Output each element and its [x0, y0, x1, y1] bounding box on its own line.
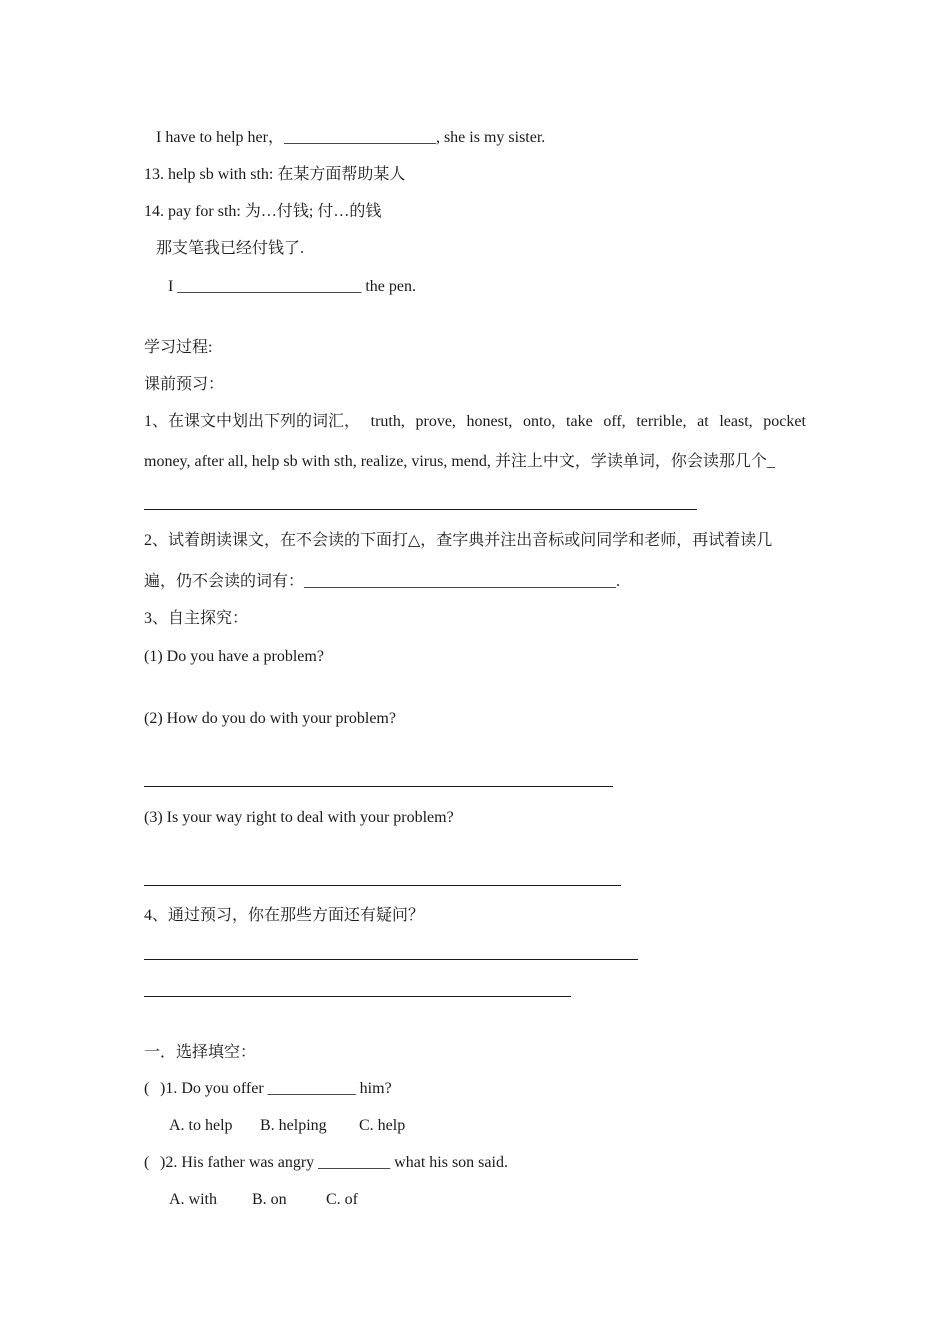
- task-1-word: off,: [603, 413, 626, 430]
- task-2-line-2: 遍，仍不会读的词有：_______________________________________.: [144, 573, 621, 590]
- task-4-heading: 4、通过预习，你在那些方面还有疑问？: [144, 907, 425, 924]
- task-1-word: 1、在课文中划出下列的词汇，: [144, 413, 361, 430]
- exercise-q2-option-a: A. with: [169, 1191, 217, 1208]
- task-1-word: pocket: [763, 413, 806, 430]
- task-1-word: take: [566, 413, 593, 430]
- question-3: (3) Is your way right to deal with your problem?: [144, 809, 454, 826]
- exercise-q1-option-c: C. help: [359, 1117, 406, 1134]
- task-1-word: prove,: [415, 413, 456, 430]
- exercise-q1-option-b: B. helping: [260, 1117, 327, 1134]
- question-1: (1) Do you have a problem?: [144, 648, 324, 665]
- exercise-q2-option-c: C. of: [326, 1191, 358, 1208]
- exercise-heading: 一．选择填空：: [144, 1044, 257, 1061]
- task-3-heading: 3、自主探究：: [144, 610, 249, 627]
- vocab-item-14-english: I _______________________ the pen.: [168, 278, 416, 295]
- vocab-item-14: 14. pay for sth: 为…付钱; 付…的钱: [144, 203, 382, 220]
- task-1-word: truth,: [370, 413, 405, 430]
- task-1-word: terrible,: [636, 413, 687, 430]
- answer-line: [144, 996, 571, 997]
- preview-heading: 课前预习：: [144, 376, 225, 393]
- task-1-word: least,: [719, 413, 753, 430]
- exercise-q1-paren: (: [144, 1080, 150, 1097]
- task-1-word: at: [697, 413, 709, 430]
- task-1-line-2: money, after all, help sb with sth, realize, virus, mend, 并注上中文，学读单词，你会读那几个_: [144, 453, 775, 470]
- exercise-q2: )2. His father was angry _________ what his son said.: [160, 1154, 508, 1171]
- question-2: (2) How do you do with your problem?: [144, 710, 396, 727]
- fill-in-sentence: I have to help her，___________________, she is my sister.: [156, 129, 546, 146]
- exercise-q1: )1. Do you offer ___________ him?: [160, 1080, 392, 1097]
- exercise-q1-option-a: A. to help: [169, 1117, 233, 1134]
- learning-process-heading: 学习过程:: [144, 339, 213, 356]
- answer-line: [144, 885, 621, 886]
- vocab-item-13: 13. help sb with sth: 在某方面帮助某人: [144, 166, 406, 183]
- task-1-word: onto,: [522, 413, 556, 430]
- answer-line: [144, 786, 613, 787]
- answer-line: [144, 509, 697, 510]
- exercise-q2-option-b: B. on: [252, 1191, 287, 1208]
- task-1-word: honest,: [466, 413, 513, 430]
- answer-line: [144, 959, 638, 960]
- vocab-item-14-chinese: 那支笔我已经付钱了.: [156, 240, 305, 257]
- task-1-line-1: [144, 412, 806, 432]
- task-2-line-1: 2、试着朗读课文，在不会读的下面打△，查字典并注出音标或问同学和老师，再试着读几: [144, 532, 773, 549]
- exercise-q2-paren: (: [144, 1154, 150, 1171]
